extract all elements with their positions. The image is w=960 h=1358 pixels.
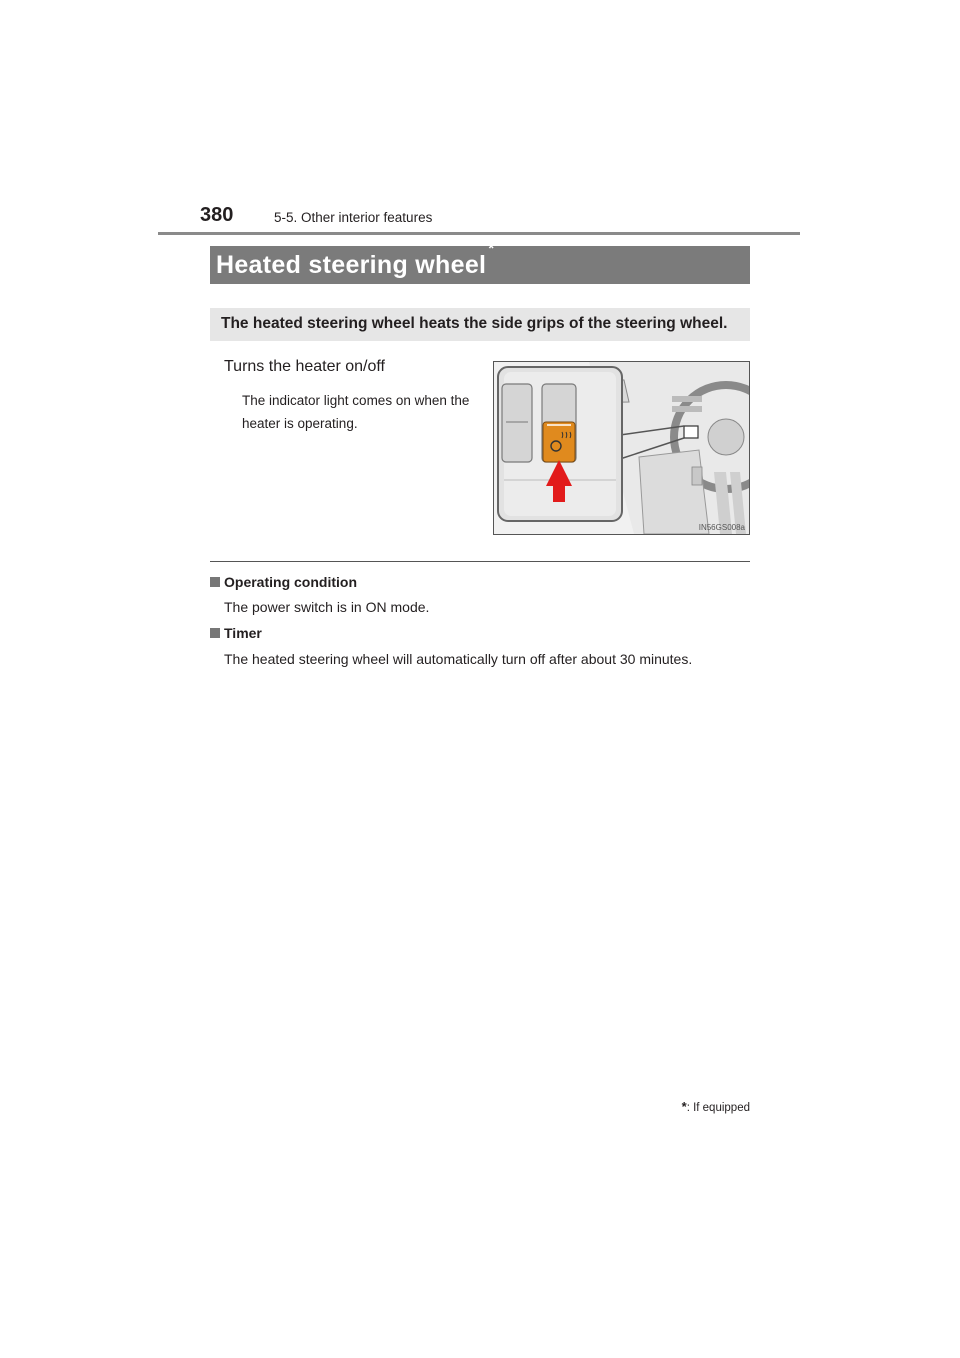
note-heading-timer xyxy=(210,625,262,641)
header-rule xyxy=(158,232,800,235)
title-asterisk: * xyxy=(488,240,495,257)
footnote-asterisk: * xyxy=(681,1099,687,1114)
note-heading-operating-condition xyxy=(210,574,357,590)
section-label: 5-5. Other interior features xyxy=(274,210,433,225)
footnote xyxy=(682,1099,750,1114)
step-note: The indicator light comes on when the heater is operating. xyxy=(242,393,470,431)
divider xyxy=(210,561,750,562)
square-bullet-icon xyxy=(210,628,220,638)
title-bar xyxy=(210,240,750,284)
illustration xyxy=(493,361,750,535)
square-bullet-icon xyxy=(210,577,220,587)
note-heading-text: Timer xyxy=(224,625,262,641)
intro-text: The heated steering wheel heats the side grips of the steering wheel. xyxy=(221,315,728,332)
note-body-timer: The heated steering wheel will automatically turn off after about 30 minutes. xyxy=(224,651,693,667)
illustration-code: IN56GS008a xyxy=(698,523,745,532)
heated-steering-switch-illustration xyxy=(494,362,749,534)
intro-box xyxy=(210,308,750,341)
footnote-text: : If equipped xyxy=(686,1102,750,1114)
note-heading-text: Operating condition xyxy=(224,574,357,590)
page-title: Heated steering wheel xyxy=(216,251,487,279)
note-body-operating-condition: The power switch is in ON mode. xyxy=(224,599,430,615)
page-number: 380 xyxy=(200,204,234,226)
step-text: Turns the heater on/off xyxy=(224,358,385,375)
